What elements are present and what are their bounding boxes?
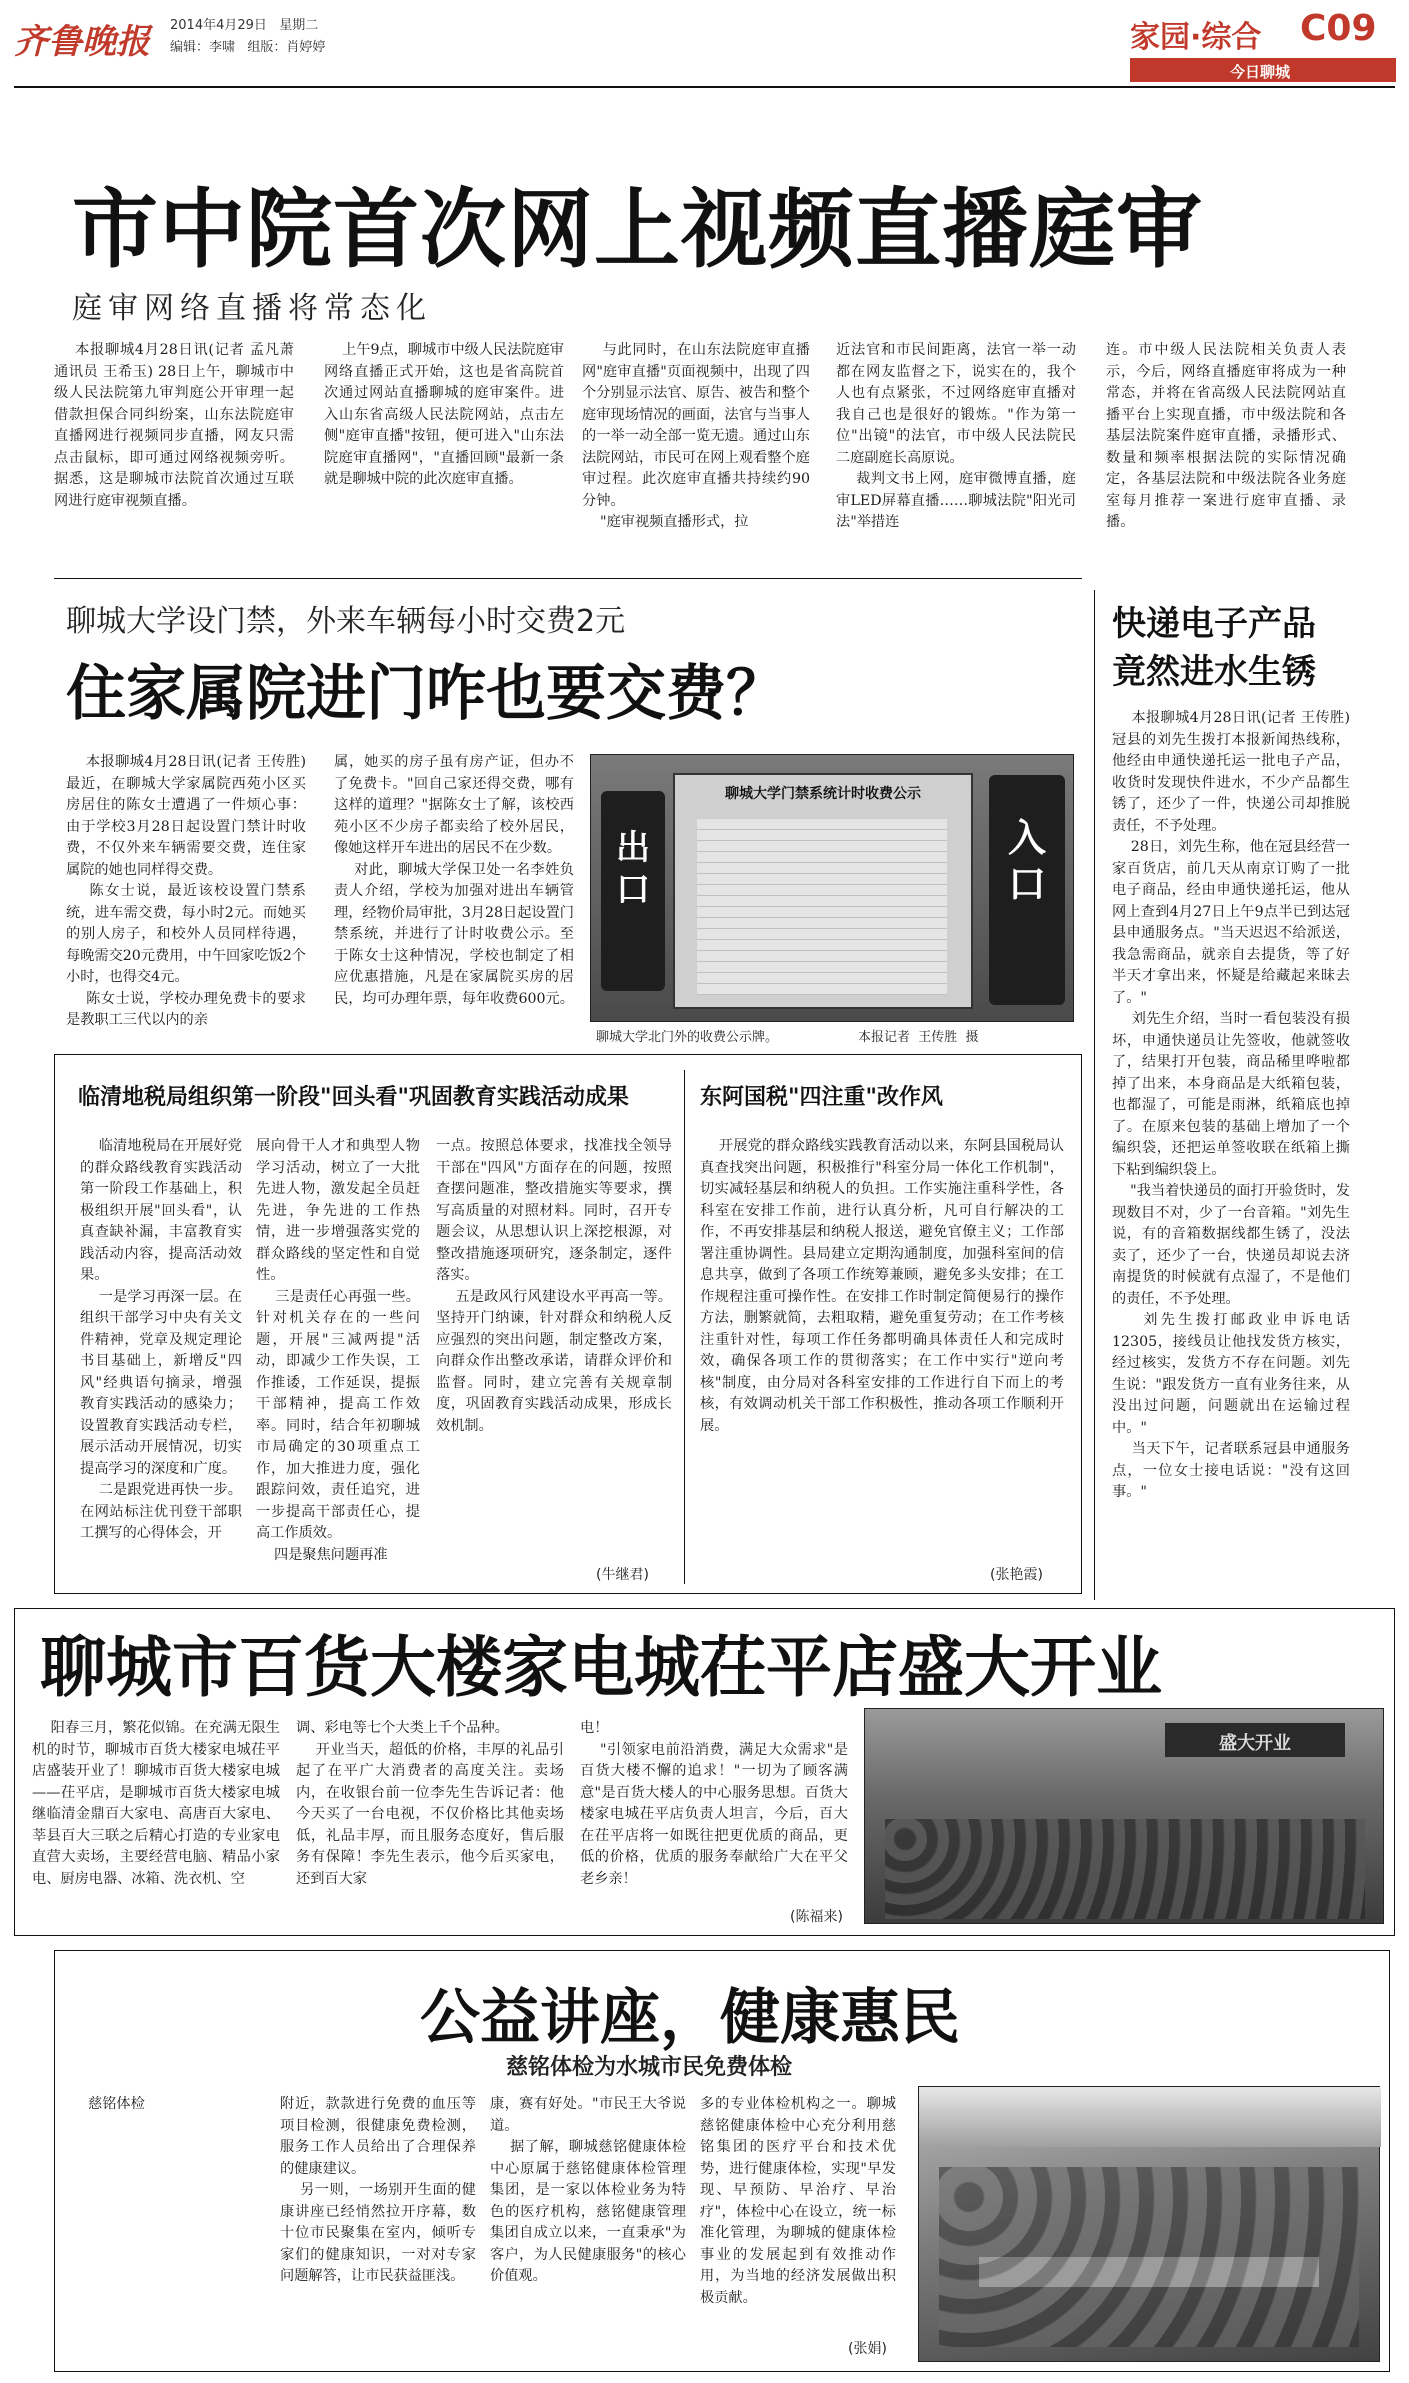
story7-column-4: 多的专业体检机构之一。聊城慈铭健康体检中心充分利用慈铭集团的医疗平台和技术优势，进行健康体检，实现"早发现、早预防、早治疗、早治疗"，体检中心在设立，统一标准化管理，为聊城的健康体检事业的发展起到有效推动作用，为当地的经济发展做出积极贡献。: [700, 2096, 896, 2306]
story2-column-1: 本报聊城4月28日讯(记者 王传胜) 最近，在聊城大学家属院西苑小区买房居住的陈女士遭遇了一件烦心事：由于学校3月28日起设置门禁计时收费，不仅外来车辆需要交费，连住家属院的她也同样得交费。 陈女士说，最近该校设置门禁系统，进车需交费，每小时2元。而她买的别人房子，和校外人员同样待遇，每晚需交20元费用，中午回家吃饭2个小时，也得交4元。 陈女士说，学校办理免费卡的要求是教职工三代以内的亲: [66, 754, 306, 1028]
story1-bottom-rule: [54, 578, 1082, 579]
story7-column-1: 慈铭体检: [70, 2096, 145, 2112]
people-shape: [939, 2167, 1359, 2347]
story6-column-1: 阳春三月，繁花似锦。在充满无限生机的时节，聊城市百货大楼家电城茌平店盛装开业了！聊城市百货大楼家电城——茌平店，是聊城市百货大楼家电城继临清金鼎百大家电、高唐百大家电、莘县百大三联之后精心打造的专业家电直营大卖场，主要经营电脑、精品小家电、厨房电器、冰箱、洗衣机、空: [32, 1720, 280, 1887]
story2-photo-credit: 本报记者 王传胜 摄: [858, 1030, 979, 1045]
story7-headline: 公益讲座，健康惠民: [420, 1983, 960, 2053]
story5-body: 开展党的群众路线实践教育活动以来，东阿县国税局认真查找突出问题，积极推行"科室分局一体化工作机制"，切实减轻基层和纳税人的负担。工作实施注重科学性，各科室在安排工作前，进行认真分析，凡可自行解决的工作，不再安排基层和纳税人报送，避免官僚主义；工作部署注重协调性。县局建立定期沟通制度，加强科室间的信息共享，做到了各项工作统筹兼顾，避免多头安排；在工作规程注重可操作性。在安排工作时制定简便易行的操作方法，删繁就简，去粗取精，避免重复劳动；在工作考核注重针对性，每项工作任务都明确具体责任人和完成时效，确保各项工作的贯彻落实；在工作中实行"逆向考核"制度，由分局对各科室安排的工作进行自下而上的考核，有效调动机关干部工作积极性，推动各项工作顺利开展。: [700, 1138, 1064, 1434]
story1-column-4: 近法官和市民间距离，法官一举一动都在网友监督之下，说实在的，我个人也有点紧张，不过网络庭审直播对我自己也是很好的锻炼。"作为第一位"出镜"的法官，市中级人民法院民二庭副庭长高原说。 裁判文书上网，庭审微博直播，庭审LED屏幕直播……聊城法院"阳光司法"举措连: [836, 342, 1076, 530]
masthead: [0, 0, 1409, 86]
story4-headline: 临清地税局组织第一阶段"回头看"巩固教育实践活动成果: [78, 1085, 629, 1110]
photo-notice-title: 聊城大学门禁系统计时收费公示: [725, 786, 921, 802]
crowd-shape: [885, 1819, 1365, 1919]
box-inner-divider: [684, 1070, 685, 1584]
story3-divider: [1094, 590, 1095, 1600]
photo-notice-table: [697, 819, 947, 995]
photo-exit-sign: [601, 791, 665, 991]
story2-headline: 住家属院进门咋也要交费？: [66, 659, 786, 729]
story7-column-2: 附近，款款进行免费的血压等项目检测，很健康免费检测，服务工作人员给出了合理保养的健康建议。 另一则，一场别开生面的健康讲座已经悄然拉开序幕，数十位市民聚集在室内，倾听专家们的健康知识，一对对专家问题解答，让市民获益匪浅。: [280, 2096, 476, 2284]
date-line: 2014年4月29日 星期二: [170, 18, 319, 33]
masthead-rule: [14, 86, 1395, 88]
story2-photo: [590, 754, 1074, 1022]
story2-kicker: 聊城大学设门禁，外来车辆每小时交费2元: [66, 604, 626, 639]
story7-subhead: 慈铭体检为水城市民免费体检: [506, 2055, 793, 2080]
story6-column-3: 电！ "引领家电前沿消费，满足大众需求"是百货大楼不懈的追求！"一切为了顾客满意"是百货大楼人的中心服务思想。百货大楼家电城茌平店负责人坦言，今后，百大在茌平店将一如既往把更优质的商品，更低的价格，优质的服务奉献给广大在平父老乡亲！: [580, 1720, 848, 1887]
story1-column-5: 连。市中级人民法院相关负责人表示，今后，网络直播庭审将成为一种常态，并将在省高级人民法院网站直播平台上实现直播，市中级法院和各基层法院案件庭审直播，录播形式、数量和频率根据法院的实际情况确定，各基层法院和中级法院各业务庭室每月推荐一案进行庭审直播、录播。: [1106, 342, 1346, 530]
page-number: C09: [1300, 8, 1377, 49]
section-title: 家园·综合: [1130, 20, 1262, 55]
story3-headline-line2: 竟然进水生锈: [1112, 652, 1316, 692]
sub-section-label: 今日聊城: [1230, 63, 1291, 81]
story1-subhead: 庭审网络直播将常态化: [72, 291, 432, 326]
story2-column-2: 属，她买的房子虽有房产证，但办不了免费卡。"回自己家还得交费，哪有这样的道理？"据陈女士了解，该校西苑小区不少房子都卖给了校外居民，像她这样开车进出的居民不在少数。 对此，聊城大学保卫处一名李姓负责人介绍，学校为加强对进出车辆管理，经物价局审批，3月28日起设置门禁系统，并进行了计时收费公示。至于陈女士这种情况，学校也制定了相应优惠措施，凡是在家属院买房的居民，均可办理年票，每年收费600元。: [334, 754, 574, 1007]
story7-byline: (张娟): [848, 2341, 887, 2357]
photo-entrance-sign-text: 入口: [1007, 816, 1046, 906]
story1-column-2: 上午9点，聊城市中级人民法院庭审网络直播正式开始，这也是省高院首次通过网站直播聊城的庭审案件。进入山东省高级人民法院网站，点击左侧"庭审直播"按钮，便可进入"山东法院庭审直播网"，"直播回顾"最新一条就是聊城中院的此次庭审直播。: [324, 342, 564, 487]
story6-column-2: 调、彩电等七个大类上千个品种。 开业当天，超低的价格，丰厚的礼品引起了在平广大消费者的高度关注。卖场内，在收银台前一位李先生告诉记者：他今天买了一台电视，不仅价格比其他卖场低，礼品丰厚，而且服务态度好，售后服务有保障！李先生表示，他今后买家电，还到百大家: [296, 1720, 564, 1887]
editor-line: 编辑：李啸 组版：肖婷婷: [170, 40, 326, 55]
story6-photo: [864, 1708, 1384, 1924]
story4-column-3: 一点。按照总体要求，找准找全领导干部在"四风"方面存在的问题，按照查摆问题准，整改措施实等要求，撰写高质量的对照材料。同时，召开专题会议，从思想认识上深挖根源，对整改措施逐项研究，逐条制定，逐件落实。 五是政风行风建设水平再高一等。坚持开门纳谏，针对群众和纳税人反应强烈的突出问题，制定整改方案，向群众作出整改承诺，请群众评价和监督。同时，建立完善有关规章制度，巩固教育实践活动成果，形成长效机制。: [436, 1138, 672, 1434]
story5-byline: (张艳霞): [990, 1567, 1043, 1583]
photo-notice-board: [673, 773, 973, 1009]
story1-column-1: 本报聊城4月28日讯(记者 孟凡萧 通讯员 王希玉) 28日上午，聊城市中级人民法院第九审判庭公开审理一起借款担保合同纠纷案，山东法院庭审直播网进行视频同步直播，网友只需点击鼠标，即可通过网络视频旁听。据悉，这是聊城市法院首次通过互联网进行庭审视频直播。: [54, 342, 304, 509]
newspaper-logo: 齐鲁晚报: [14, 22, 150, 62]
story1-column-3: 与此同时，在山东法院庭审直播网"庭审直播"页面视频中，出现了四个分别显示法官、原告、被告和整个庭审现场情况的画面，法官与当事人的一举一动全部一览无遗。通过山东法院网站，市民可在网上观看整个庭审过程。此次庭审直播共持续约90分钟。 "庭审视频直播形式，拉: [582, 342, 810, 530]
store-banner: [1165, 1723, 1345, 1757]
story4-column-1: 临清地税局在开展好党的群众路线教育实践活动第一阶段工作基础上，积极组织开展"回头看"，认真查缺补漏，丰富教育实践活动内容，提高活动效果。 一是学习再深一层。在组织干部学习中央有关文件精神，党章及规定理论书目基础上，新增反"四风"经典语句摘录，增强教育实践活动的感染力；设置教育实践活动专栏，展示活动开展情况，切实提高学习的深度和广度。 二是跟党进再快一步。在网站标注优刊登干部职工撰写的心得体会，开: [80, 1138, 242, 1541]
photo-entrance-sign: [989, 775, 1065, 1005]
story3-body: 本报聊城4月28日讯(记者 王传胜) 冠县的刘先生拨打本报新闻热线称，他经由申通快递托运一批电子产品，收货时发现快件进水，不少产品都生锈了，还少了一件，快递公司却推脱责任，不予处理。 28日，刘先生称，他在冠县经营一家百货店，前几天从南京订购了一批电子商品，经由申通快递托运，他从网上查到4月27日上午9点半已到达冠县申通服务点。"当天迟迟不给派送，我急需商品，就亲自去提货，等了好半天才拿出来，怀疑是给藏起来昧去了。" 刘先生介绍，当时一看包装没有损坏，申通快递员让先签收，他就签收了，结果打开包装，商品稀里哗啦都掉了出来，本身商品是大纸箱包装，也都湿了，可能是雨淋，纸箱底也掉了。在原来包装的基础上增加了一个编织袋，还把运单签收联在纸箱上撕下粘到编织袋上。 "我当着快递员的面打开验货时，发现数目不对，少了一台音箱。"刘先生说，有的音箱数据线都生锈了，没法卖了，还少了一台，快递员却说去济南提货的时候就有点湿了，不是他们的责任，不予处理。 刘先生拨打邮政业申诉电话12305，接线员让他找发货方核实，经过核实，发货方不存在问题。刘先生说："跟发货方一直有业务往来，从没出过问题，问题就出在运输过程中。" 当天下午，记者联系冠县申通服务点，一位女士接电话说："没有这回事。": [1112, 710, 1350, 1500]
story6-byline: (陈福来): [790, 1909, 843, 1925]
story4-column-2: 展向骨干人才和典型人物学习活动，树立了一大批先进人物，激发起全员赶先进，争先进的工作热情，进一步增强落实党的群众路线的坚定性和自觉性。 三是责任心再强一些。针对机关存在的一些问题，开展"三减两提"活动，即减少工作失误，工作推诿，工作延误，提振干部精神，提高工作效率。同时，结合年初聊城市局确定的30项重点工作，加大推进力度，强化跟踪问效，责任追究，进一步提高干部责任心，提高工作质效。 四是聚焦问题再准: [256, 1138, 420, 1563]
story7-column-3: 康，赛有好处。"市民王大爷说道。 据了解，聊城慈铭健康体检中心原属于慈铭健康体检管理集团，是一家以体检业务为特色的医疗机构，慈铭健康管理集团自成立以来，一直秉承"为客户，为人民健康服务"的核心价值观。: [490, 2096, 686, 2284]
story1-headline: 市中院首次网上视频直播庭审: [72, 180, 1203, 280]
photo-exit-sign-text: 出口: [616, 828, 650, 910]
story5-headline: 东阿国税"四注重"改作风: [700, 1085, 943, 1110]
story4-byline: (牛继君): [596, 1567, 649, 1583]
tent-shape: [919, 2087, 1381, 2147]
story7-photo: [918, 2086, 1380, 2362]
story6-headline: 聊城市百货大楼家电城茌平店盛大开业: [40, 1629, 1162, 1706]
store-banner-text: 盛大开业: [1219, 1733, 1291, 1754]
story3-headline-line1: 快递电子产品: [1112, 604, 1316, 644]
story2-photo-caption: 聊城大学北门外的收费公示牌。: [596, 1030, 779, 1045]
